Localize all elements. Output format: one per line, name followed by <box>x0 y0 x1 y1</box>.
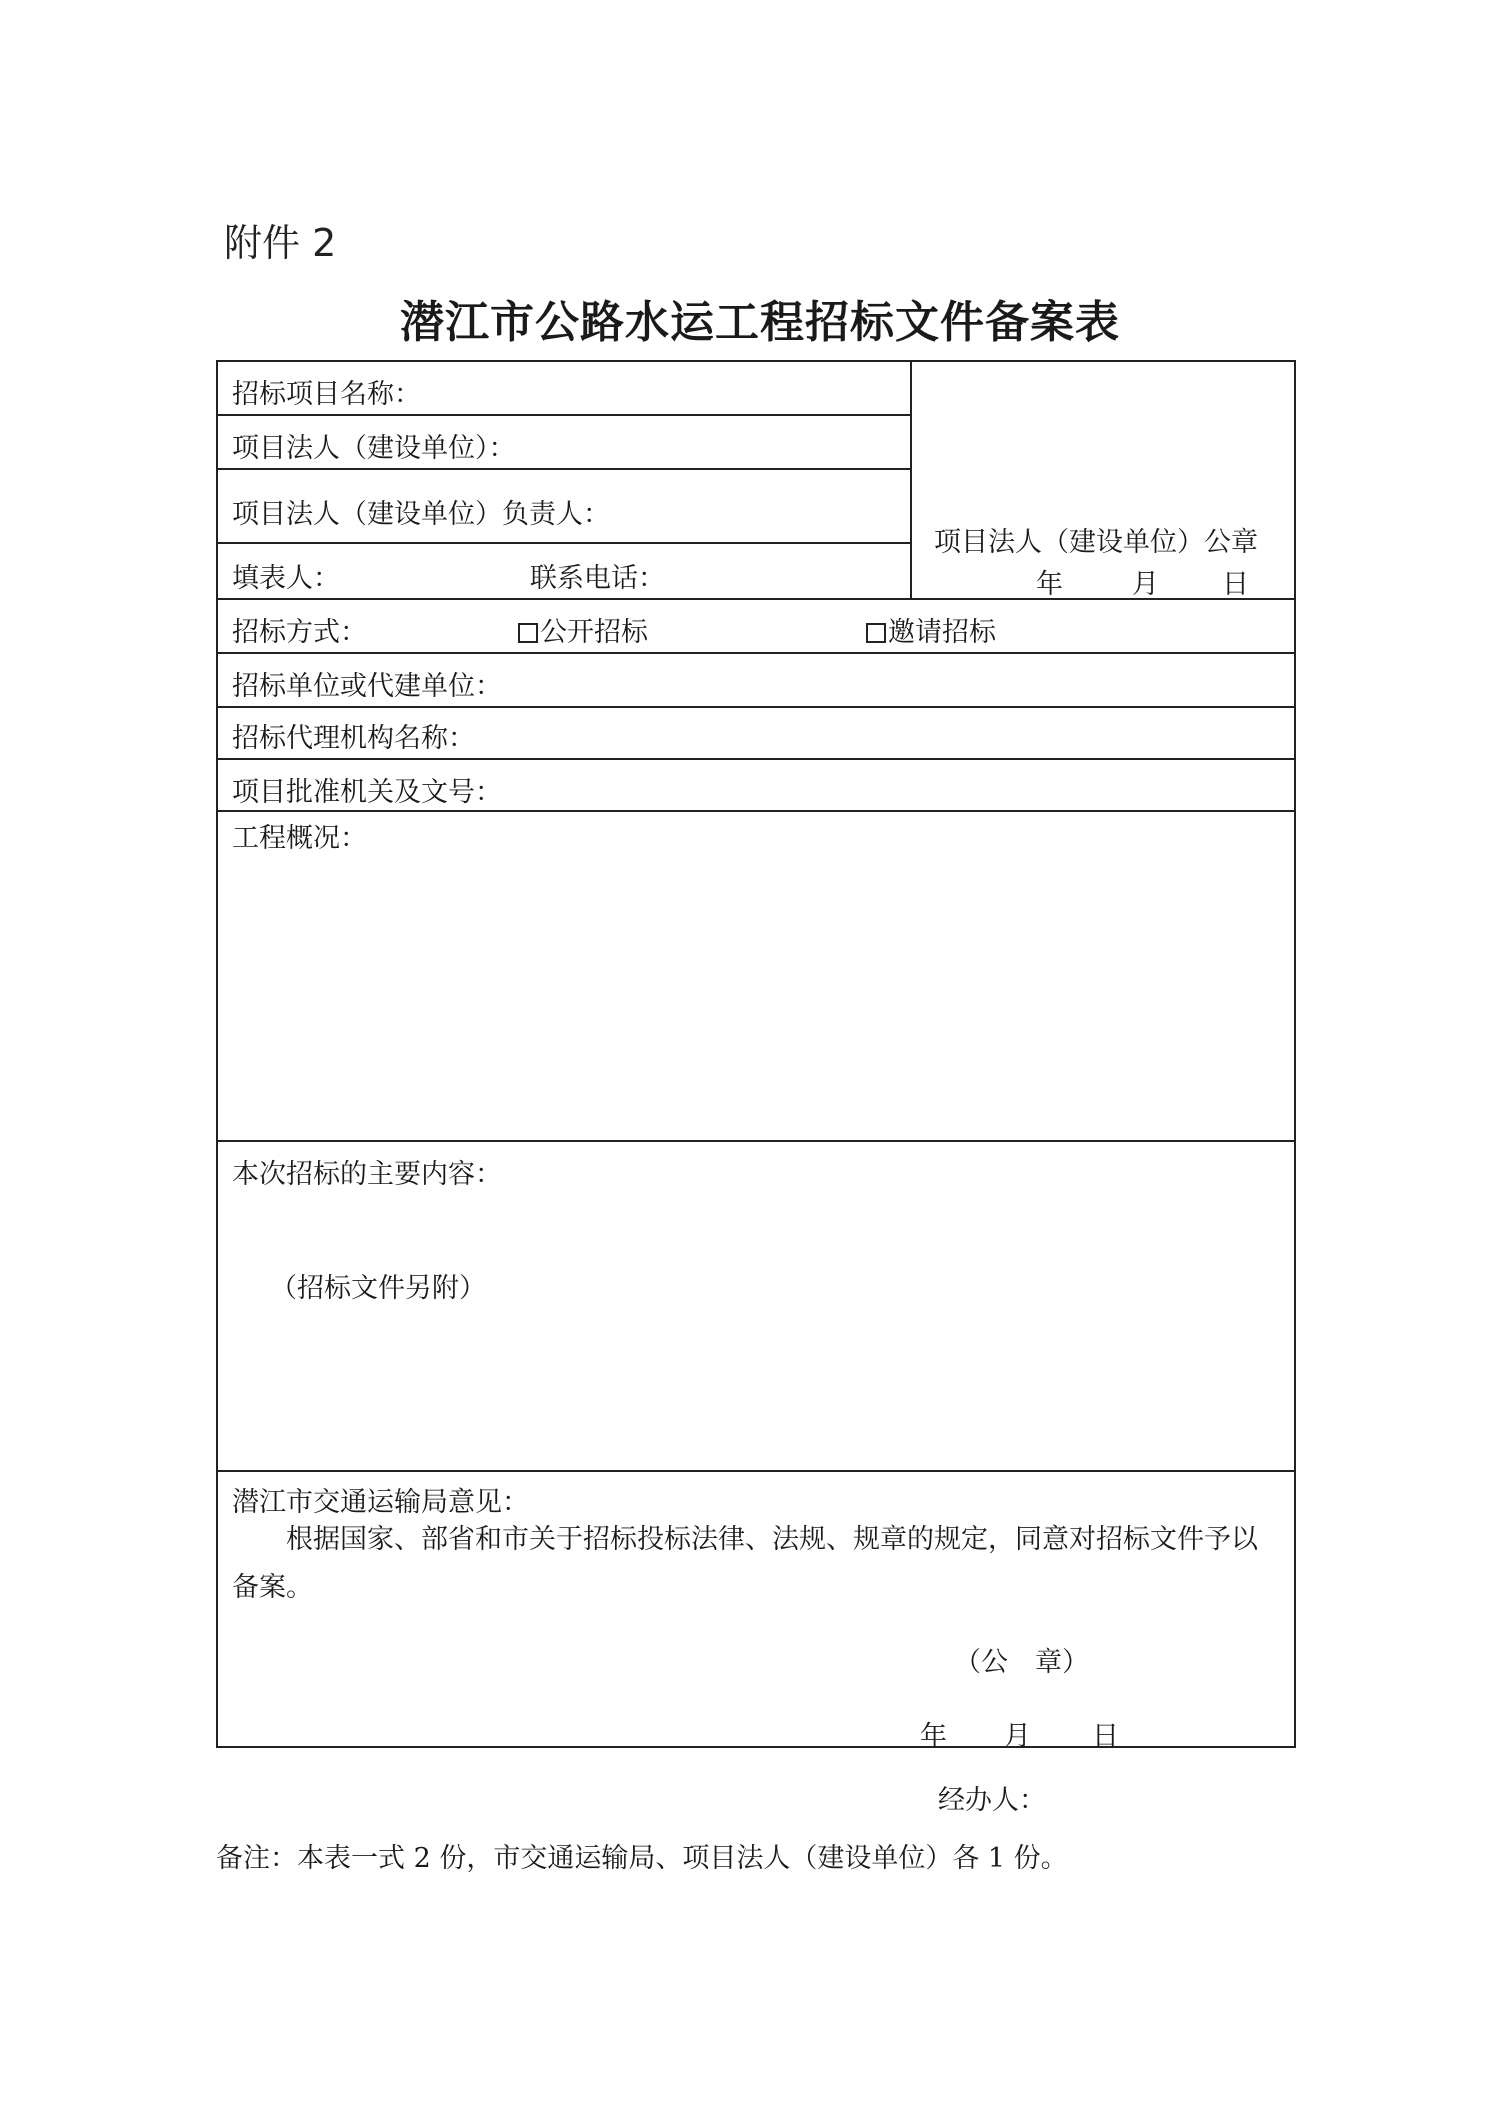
approval-label: 项目批准机关及文号： <box>232 777 502 808</box>
page-title: 潜江市公路水运工程招标文件备案表 <box>400 297 1120 348</box>
agency-label: 招标代理机构名称： <box>232 723 475 754</box>
filing-form-table <box>216 360 1296 1752</box>
filler-label: 填表人： <box>232 563 340 594</box>
row-divider <box>218 414 910 416</box>
opinion-day: 日 <box>1092 1721 1119 1752</box>
row-divider <box>218 1140 1294 1142</box>
project-name-label: 招标项目名称： <box>232 379 421 410</box>
public-bidding-option[interactable] <box>518 610 648 649</box>
bidding-method-label: 招标方式： <box>232 617 367 648</box>
row-divider <box>218 706 1294 708</box>
seal-day: 日 <box>1222 569 1249 600</box>
seal-year: 年 <box>1036 569 1063 600</box>
row-divider <box>218 758 1294 760</box>
legal-person-head-label: 项目法人（建设单位）负责人： <box>232 499 610 530</box>
row-divider <box>218 652 1294 654</box>
opinion-label: 潜江市交通运输局意见： <box>232 1487 529 1518</box>
opinion-year: 年 <box>920 1721 947 1752</box>
legal-person-label: 项目法人（建设单位）： <box>232 433 516 464</box>
row-divider <box>218 810 1294 812</box>
handler-label: 经办人： <box>938 1785 1046 1816</box>
phone-label: 联系电话： <box>530 563 665 594</box>
footer-note: 备注：本表一式 2 份，市交通运输局、项目法人（建设单位）各 1 份。 <box>216 1843 1068 1874</box>
attached-note: （招标文件另附） <box>270 1273 486 1304</box>
opinion-month: 月 <box>1004 1721 1031 1752</box>
public-bidding-checkbox[interactable] <box>518 623 538 643</box>
invited-bidding-checkbox[interactable] <box>866 623 886 643</box>
invited-bidding-option[interactable] <box>866 610 996 649</box>
main-content-label: 本次招标的主要内容： <box>232 1159 502 1190</box>
column-divider <box>910 362 912 598</box>
bidding-unit-label: 招标单位或代建单位： <box>232 671 502 702</box>
public-bidding-label: 公开招标 <box>540 617 648 648</box>
row-divider <box>218 542 910 544</box>
opinion-text: 根据国家、部省和市关于招标投标法律、法规、规章的规定，同意对招标文件予以备案。 <box>232 1524 1258 1603</box>
legal-person-seal-label: 项目法人（建设单位）公章 <box>934 527 1258 558</box>
overview-label: 工程概况： <box>232 823 367 854</box>
attachment-label: 附件 2 <box>224 221 337 265</box>
row-divider <box>218 1470 1294 1472</box>
invited-bidding-label: 邀请招标 <box>888 617 996 648</box>
row-divider <box>218 468 910 470</box>
opinion-seal: （公 章） <box>954 1647 1089 1678</box>
seal-month: 月 <box>1132 569 1159 600</box>
